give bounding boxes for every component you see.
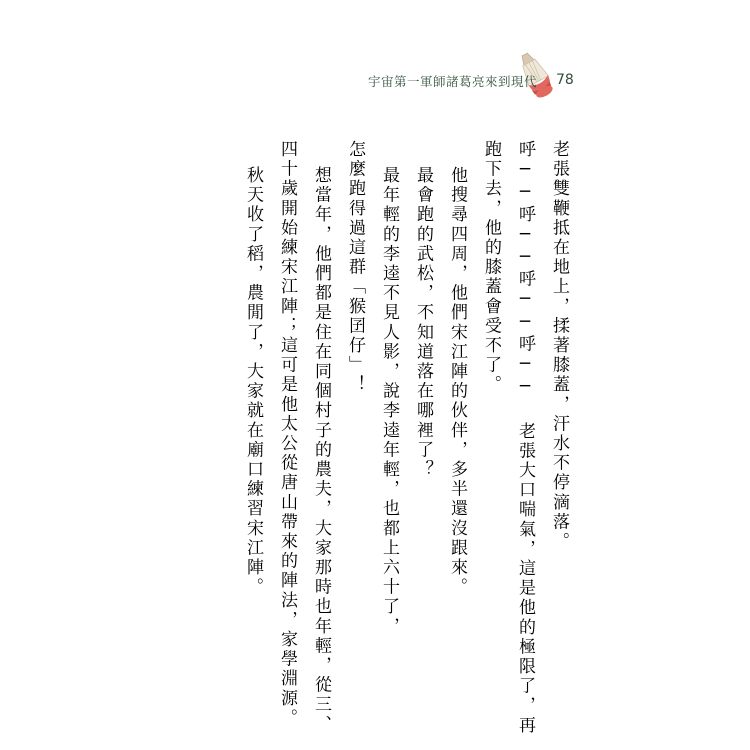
text-column: 最年輕的李逵不見人影，說李逵年輕，也都上六十了，: [379, 166, 399, 637]
text-column: 秋天收了稻，農閒了，大家就在廟口練習宋江陣。: [243, 166, 263, 598]
text-column: 跑下去，他的膝蓋會受不了。: [481, 140, 501, 395]
header-title: 宇宙第一軍師諸葛亮來到現代: [368, 74, 538, 89]
body-text: [0, 140, 750, 736]
text-column: 老張雙鞭抵在地上，揉著膝蓋，汗水不停滴落。: [549, 140, 569, 552]
page-header: [0, 72, 750, 112]
text-column: 最會跑的武松，不知道落在哪裡了？: [413, 166, 433, 480]
page-number: 78: [556, 72, 574, 88]
text-column: 想當年，他們都是住在同個村子的農夫，大家那時也年輕，從三、: [311, 166, 331, 735]
text-column: 他搜尋四周，他們宋江陣的伙伴，多半還沒跟來。: [447, 166, 467, 598]
text-column: 四十歲開始練宋江陣；這可是他太公從唐山帶來的陣法，家學淵源。: [277, 140, 297, 728]
text-column: 呼──呼──呼──呼── 老張大口喘氣，這是他的極限了，再: [515, 140, 535, 736]
text-column: 怎麼跑得過這群「猴囝仔」！: [345, 140, 365, 395]
